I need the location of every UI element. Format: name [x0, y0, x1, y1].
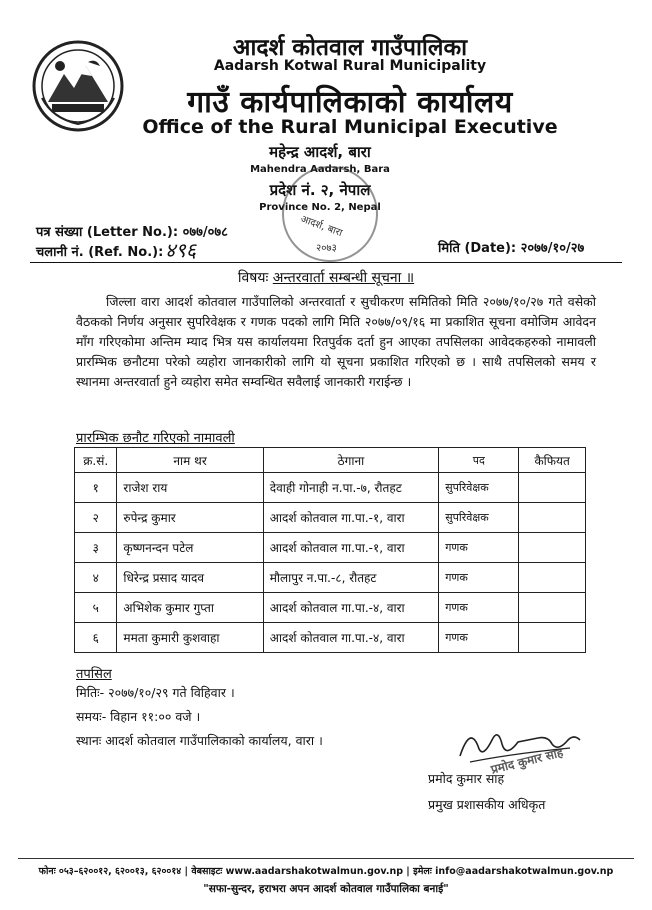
- table-row: [75, 623, 586, 653]
- office-name-en: Office of the Rural Municipal Executive: [142, 116, 558, 138]
- cell-address: आदर्श कोतवाल गा.पा.-४, वारा: [263, 623, 439, 653]
- letter-number: [36, 222, 228, 240]
- signatory-title: प्रमुख प्रशासकीय अधिकृत: [428, 797, 546, 812]
- cell-remarks: [519, 503, 586, 533]
- cell-remarks: [519, 593, 586, 623]
- details-title: तपसिल: [76, 667, 112, 682]
- province-en: Province No. 2, Nepal: [259, 202, 381, 213]
- notice-paragraph: जिल्ला वारा आदर्श कोतवाल गाउँपालिको अन्तरवार्ता र सुचीकरण समितिको मिति २०७७/१०/२७ गते वसेको वैठकको निर्णय अनुसार सुपरिवेक्षक र गणक पदको लागि मिति २०७७/०९/१६ मा प्रकाशित सूचना वमोजिम आवेदन माँग गरिएकोमा अन्तिम म्याद भित्र यस कार्यालयमा रितपुर्वक दर्ता हुन आएका तपसिलका आवेदकहरुको नामावली प्रारम्भिक छनौटमा परेको व्यहोरा जानकारीको लागि यो सूचना प्रकाशित गरिएको छ । साथै तपसिलको समय र स्थानमा अन्तरवार्ता हुने व्यहोरा समेत सम्वन्धित सवैलाई जानकारी गराईन्छ ।: [76, 294, 596, 389]
- footer-divider: [18, 858, 634, 859]
- province-np: प्रदेश नं. २, नेपाल: [269, 181, 371, 199]
- municipality-name-en: Aadarsh Kotwal Rural Municipality: [213, 58, 487, 74]
- address-np: महेन्द्र आदर्श, बारा: [269, 143, 371, 161]
- header-divider: [30, 262, 622, 263]
- cell-post: गणक: [439, 563, 519, 593]
- header-post: पद: [439, 448, 519, 473]
- municipality-name-np: आदर्श कोतवाल गाउँपालिका: [232, 35, 468, 61]
- cell-post: गणक: [439, 593, 519, 623]
- date-label: मिति (Date):: [438, 241, 517, 256]
- interview-time: समयः- विहान ११:०० वजे ।: [76, 709, 201, 724]
- cell-serial: ६: [75, 623, 117, 653]
- table-row: [75, 533, 586, 563]
- cell-address: आदर्श कोतवाल गा.पा.-४, वारा: [263, 593, 439, 623]
- header-name: नाम थर: [117, 448, 263, 473]
- cell-serial: ४: [75, 563, 117, 593]
- cell-remarks: [519, 473, 586, 503]
- shortlist-title: प्रारम्भिक छनौट गरिएको नामावली: [76, 431, 235, 446]
- letter-date: [438, 238, 584, 256]
- subject-text: अन्तरवार्ता सम्बन्धी सूचना ॥: [272, 270, 415, 286]
- stamp-text: आदर्श, बारा: [298, 213, 344, 240]
- ref-number-value: ४९६: [165, 238, 197, 262]
- cell-name: कृष्णनन्दन पटेल: [117, 533, 263, 563]
- table-row: [75, 503, 586, 533]
- shortlist-table: [74, 447, 586, 653]
- subject-line: [0, 268, 652, 287]
- cell-address: आदर्श कोतवाल गा.पा.-१, वारा: [263, 503, 439, 533]
- cell-address: देवाही गोनाही न.पा.-७, रौतहट: [263, 473, 439, 503]
- notice-body: [76, 292, 596, 392]
- cell-post: गणक: [439, 623, 519, 653]
- cell-serial: ३: [75, 533, 117, 563]
- ref-number-label: चलानी नं. (Ref. No.):: [36, 245, 164, 260]
- interview-place: स्थानः आदर्श कोतवाल गाउँपालिकाको कार्यालय, वारा ।: [76, 733, 323, 748]
- cell-remarks: [519, 533, 586, 563]
- cell-remarks: [519, 563, 586, 593]
- cell-name: धिरेन्द्र प्रसाद यादव: [117, 563, 263, 593]
- cell-post: सुपरिवेक्षक: [439, 503, 519, 533]
- cell-name: राजेश राय: [117, 473, 263, 503]
- table-row: [75, 563, 586, 593]
- cell-name: रुपेन्द्र कुमार: [117, 503, 263, 533]
- date-value: २०७७/१०/२७: [520, 241, 585, 256]
- table-header-row: [75, 448, 586, 473]
- cell-name: अभिशेक कुमार गुप्ता: [117, 593, 263, 623]
- cell-post: गणक: [439, 533, 519, 563]
- address-en: Mahendra Aadarsh, Bara: [250, 164, 390, 175]
- cell-serial: १: [75, 473, 117, 503]
- footer-contact: फोनः ०५३–६२००१२, ६२००१३, ६२००१४ | वेबसाइटः www.aadarshakotwalmun.gov.np | इमेलः info@aadarshakotwalmun.gov.np: [38, 866, 614, 877]
- table-row: [75, 593, 586, 623]
- interview-date: मितिः- २०७७/१०/२९ गते विहिवार ।: [76, 685, 235, 700]
- header-serial: क्र.सं.: [75, 448, 117, 473]
- stamp-year: २०७३: [316, 243, 337, 254]
- subject-label: विषयः: [237, 270, 269, 286]
- letter-number-value: ०७७/०७८: [182, 225, 228, 240]
- letter-number-label: पत्र संख्या (Letter No.):: [36, 225, 179, 240]
- cell-post: सुपरिवेक्षक: [439, 473, 519, 503]
- cell-address: मौलापुर न.पा.-८, रौतहट: [263, 563, 439, 593]
- table-row: [75, 473, 586, 503]
- cell-name: ममता कुमारी कुशवाहा: [117, 623, 263, 653]
- cell-serial: ५: [75, 593, 117, 623]
- signatory-seal: प्रमोद कुमार साह: [489, 745, 565, 777]
- office-name-np: गाउँ कार्यपालिकाको कार्यालय: [187, 85, 513, 120]
- cell-address: आदर्श कोतवाल गा.पा.-१, वारा: [263, 533, 439, 563]
- cell-serial: २: [75, 503, 117, 533]
- signatory-name: प्रमोद कुमार साह: [428, 771, 505, 786]
- cell-remarks: [519, 623, 586, 653]
- header-remarks: कैफियत: [519, 448, 586, 473]
- footer-slogan: "सफा-सुन्दर, हराभरा अपन आदर्श कोतवाल गाउँपालिका बनाई": [203, 883, 449, 895]
- header-address: ठेगाना: [263, 448, 439, 473]
